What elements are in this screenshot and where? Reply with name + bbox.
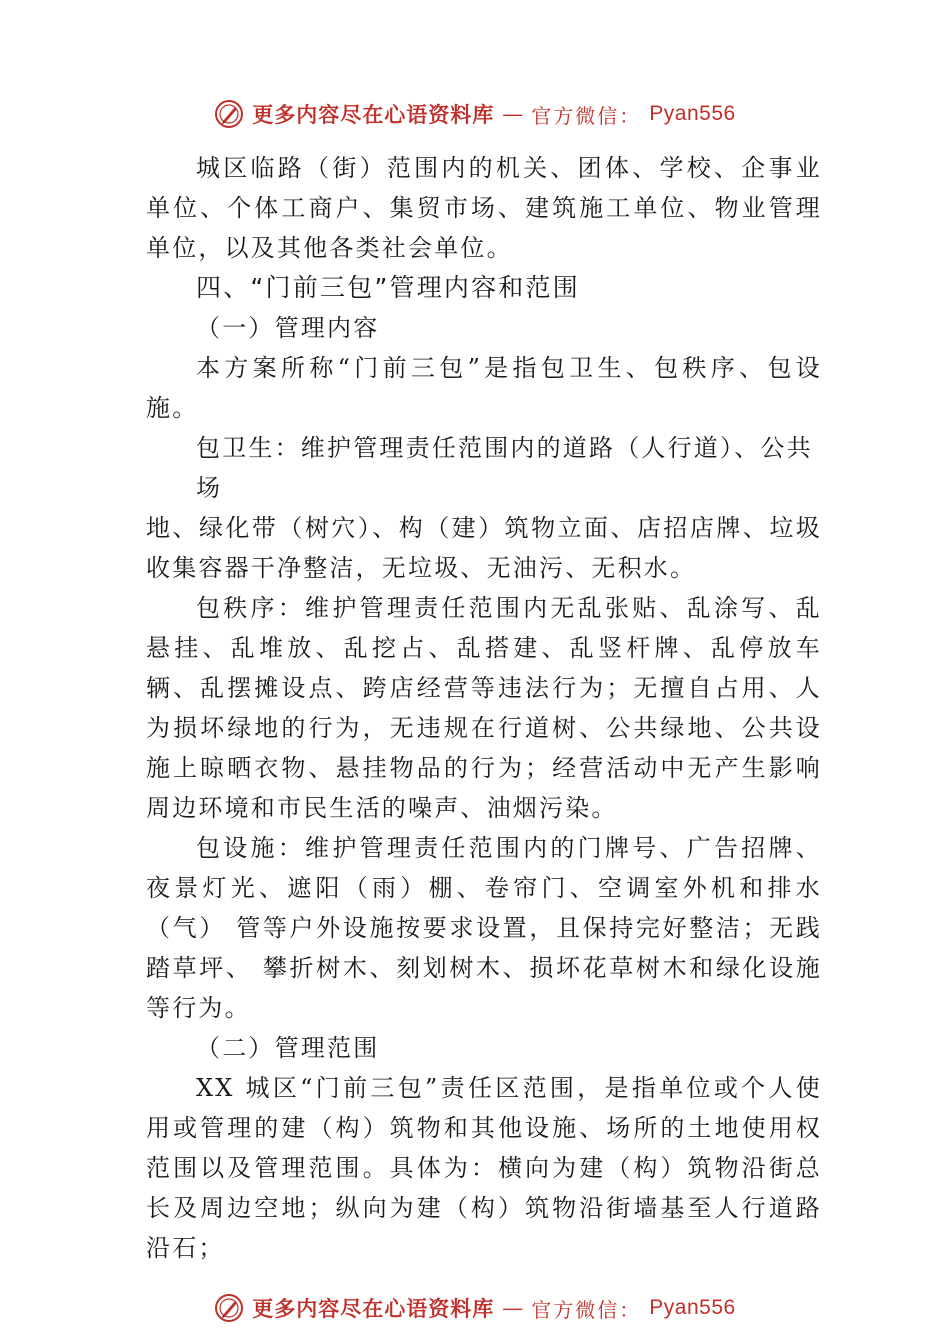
subsection-heading-scope: （二）管理范围 [196, 1034, 380, 1062]
banner-dash: — [502, 102, 524, 126]
header-banner [0, 94, 950, 134]
section-heading: 四、“门前三包”管理内容和范围 [196, 273, 580, 302]
pen-logo-icon [214, 99, 244, 129]
definition-paragraph: 本方案所称“门前三包”是指包卫生、包秩序、包设施。 [146, 354, 822, 422]
footer-brand: 更多内容尽在心语资料库 [252, 1296, 495, 1321]
hygiene-line-1: 包卫生：维护管理责任范围内的道路（人行道）、公共 [196, 434, 813, 462]
scope-paragraph: XX 城区“门前三包”责任区范围，是指单位或个人使用或管理的建（构）筑物和其他设施、场所的土地使用权范围以及管理范围。具体为：横向为建（构）筑物沿街总长及周边空地；纵向为建（构）筑物沿街墙基至人行道路沿石； [146, 1074, 822, 1262]
facilities-paragraph: 包设施：维护管理责任范围内的门牌号、广告招牌、夜景灯光、遮阳（雨）棚、卷帘门、空调室外机和排水（气） 管等户外设施按要求设置，且保持完好整洁；无践踏草坪、 攀折树木、刻划树木、损坏花草树木和绿化设施等行为。 [146, 834, 822, 1022]
document-body [146, 148, 822, 1268]
footer-banner [0, 1288, 950, 1328]
footer-wechat-id: Pyan556 [649, 1296, 736, 1319]
subsection-heading-content: （一）管理内容 [196, 314, 380, 342]
footer-dash: — [502, 1296, 524, 1320]
banner-brand: 更多内容尽在心语资料库 [252, 102, 495, 127]
hygiene-paragraph: 地、绿化带（树穴）、构（建）筑物立面、店招店牌、垃圾收集容器干净整洁，无垃圾、无油污、无积水。 [146, 514, 822, 582]
banner-wechat-id: Pyan556 [649, 102, 736, 125]
hygiene-line-2: 场 [196, 474, 223, 502]
intro-paragraph: 城区临路（街）范围内的机关、团体、学校、企事业单位、个体工商户、集贸市场、建筑施工单位、物业管理单位，以及其他各类社会单位。 [146, 154, 822, 262]
footer-label: 官方微信： [531, 1297, 642, 1322]
order-paragraph: 包秩序：维护管理责任范围内无乱张贴、乱涂写、乱悬挂、乱堆放、乱挖占、乱搭建、乱竖杆牌、乱停放车辆、乱摆摊设点、跨店经营等违法行为；无擅自占用、人为损坏绿地的行为，无违规在行道树、公共绿地、公共设施上晾晒衣物、悬挂物品的行为；经营活动中无产生影响周边环境和市民生活的噪声、油烟污染。 [146, 594, 822, 822]
banner-label: 官方微信： [531, 103, 642, 128]
pen-logo-icon [214, 1293, 244, 1323]
